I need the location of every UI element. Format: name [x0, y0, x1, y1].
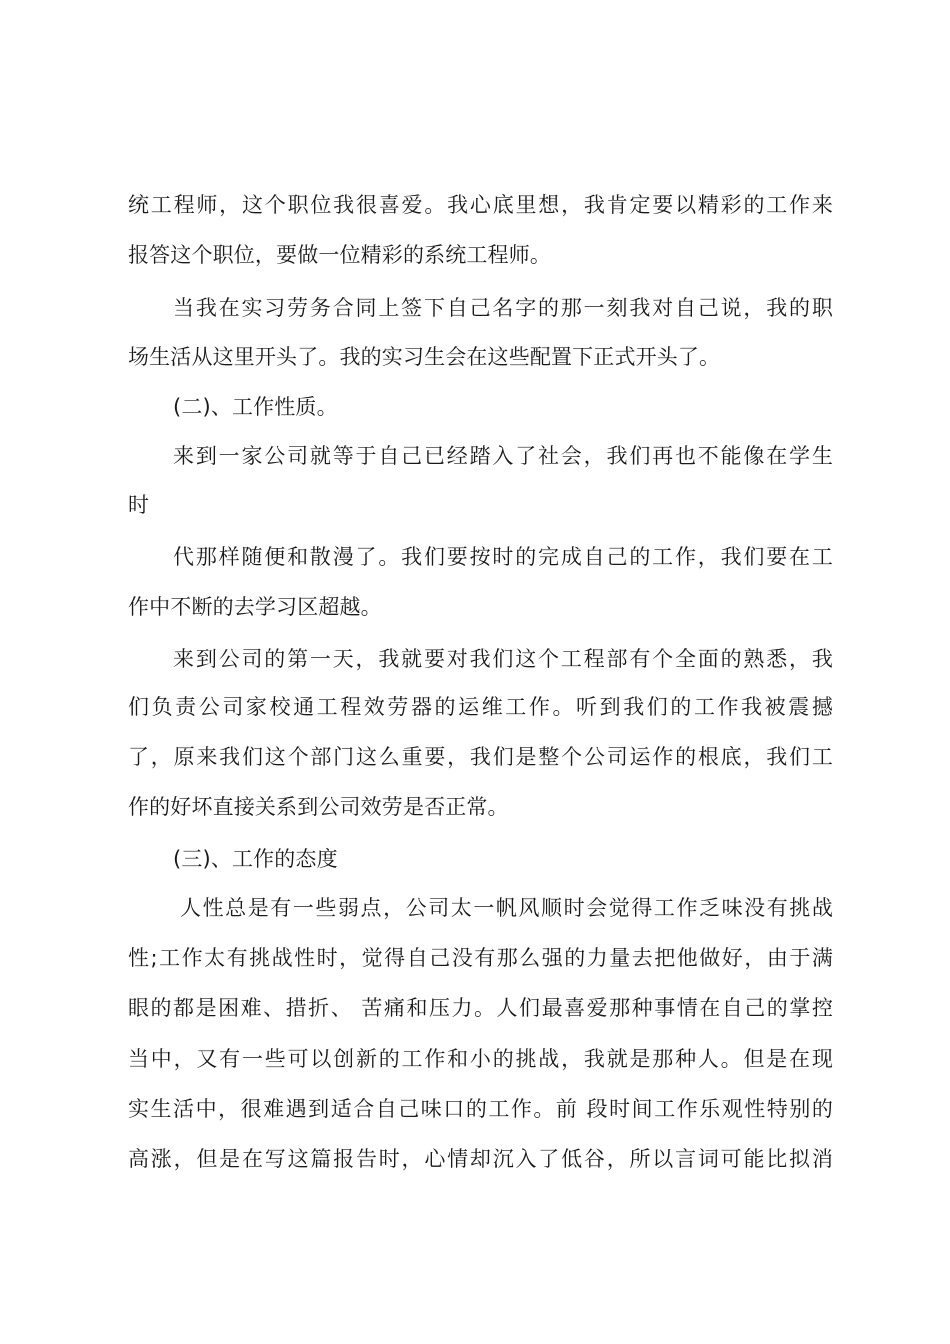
text-line: 报答这个职位，要做一位精彩的系统工程师。 [128, 243, 551, 267]
text-line: 统工程师，这个职位我很喜爱。我心底里想，我肯定要以精彩的工作来 [128, 193, 833, 217]
text-line: 性;工作太有挑战性时，觉得自己没有那么强的力量去把他做好，由于满 [128, 946, 833, 970]
text-line: 实生活中，很难遇到适合自己味口的工作。前 段时间工作乐观性特别的 [128, 1097, 833, 1121]
text-line: 眼的都是困难、措折、 苦痛和压力。人们最喜爱那种事情在自己的掌控 [128, 996, 833, 1020]
text-line: 高涨，但是在写这篇报告时，心情却沉入了低谷，所以言词可能比拟消 [128, 1147, 833, 1171]
section-heading: (二)、工作性质。 [173, 395, 338, 419]
text-line: 代那样随便和散漫了。我们要按时的完成自己的工作，我们要在工 [173, 545, 833, 569]
text-line: 来到一家公司就等于自己已经踏入了社会，我们再也不能像在学生 [173, 444, 833, 468]
text-line: 时 [128, 493, 150, 517]
text-line: 作中不断的去学习区超越。 [128, 595, 382, 619]
text-line: 了，原来我们这个部门这么重要，我们是整个公司运作的根底，我们工 [128, 745, 833, 769]
text-line: 人性总是有一些弱点，公司太一帆风顺时会觉得工作乏味没有挑战 [180, 896, 833, 920]
text-line: 们负责公司家校通工程效劳器的运维工作。听到我们的工作我被震撼 [128, 695, 833, 719]
text-line: 作的好坏直接关系到公司效劳是否正常。 [128, 795, 509, 819]
text-line: 场生活从这里开头了。我的实习生会在这些配置下正式开头了。 [128, 345, 721, 369]
text-line: 当我在实习劳务合同上签下自己名字的那一刻我对自己说，我的职 [173, 296, 833, 320]
section-heading: (三)、工作的态度 [173, 847, 338, 871]
text-line: 来到公司的第一天，我就要对我们这个工程部有个全面的熟悉，我 [173, 647, 833, 671]
text-line: 当中，又有一些可以创新的工作和小的挑战，我就是那种人。但是在现 [128, 1047, 833, 1071]
